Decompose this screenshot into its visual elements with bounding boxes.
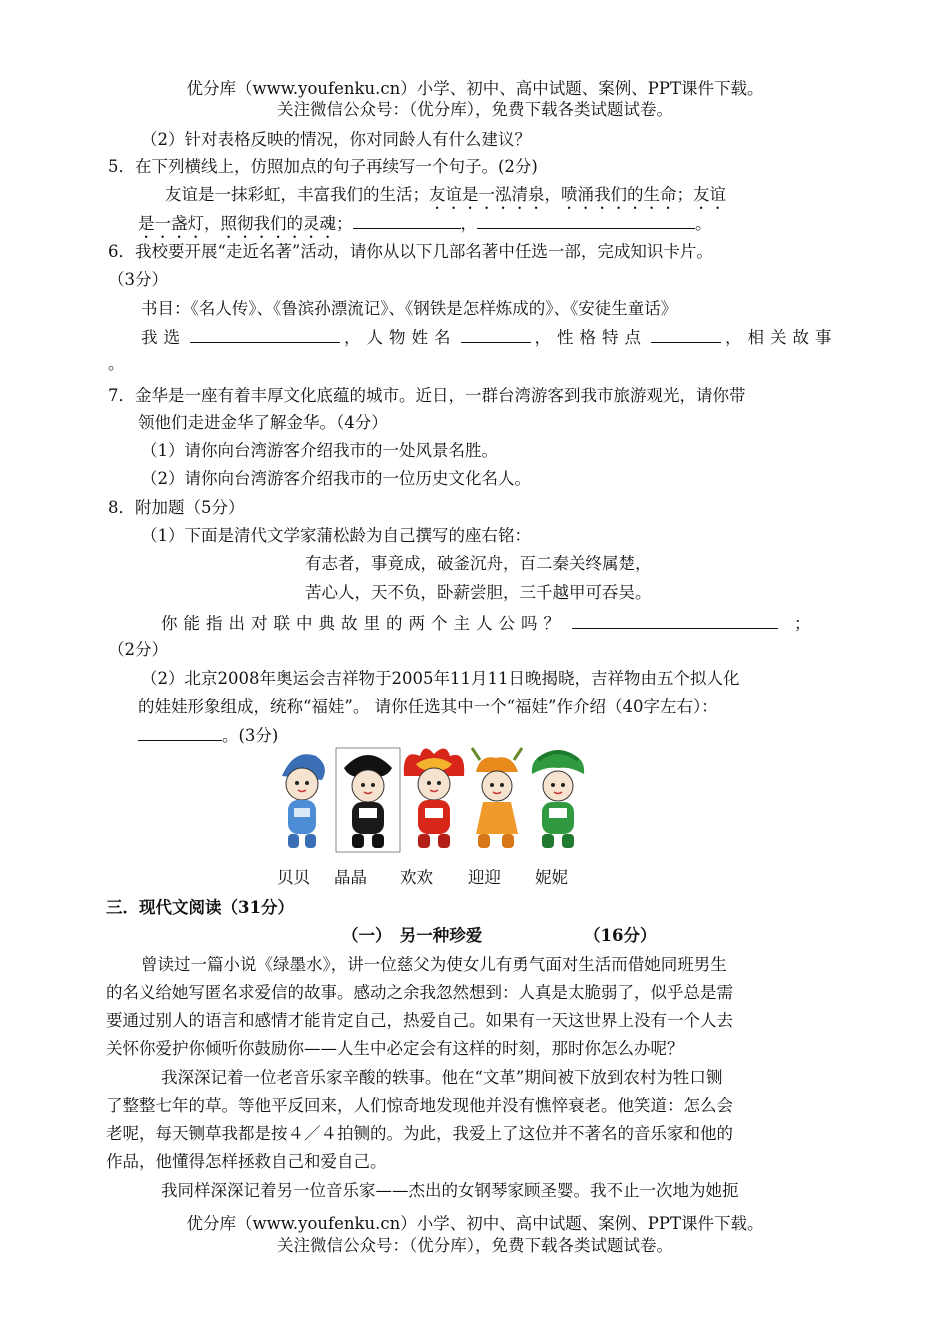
q8-ask-line: [161, 611, 817, 636]
q7-sub2: （2）请你向台湾游客介绍我市的一位历史文化名人。: [141, 469, 531, 488]
q6-person: ，人物姓名: [344, 328, 457, 347]
footer-line-1: 优分库（www.youfenku.cn）小学、初中、高中试题、案例、PPT课件下载。: [186, 1214, 764, 1233]
q6-stem: 6．我校要开展“走近名著”活动，请你从以下几部名著中任选一部，完成知识卡片。: [108, 242, 713, 261]
p2-line-4: 作品，他懂得怎样拯救自己和爱自己。: [106, 1152, 387, 1171]
q5-line-2: [138, 211, 712, 242]
q5-blank-2[interactable]: [477, 211, 695, 229]
q6-card: [141, 325, 838, 350]
q8-couplet-1: 有志者，事竟成，破釜沉舟，百二秦关终属楚，: [305, 554, 652, 573]
q8-sub2-line-1: （2）北京2008年奥运会吉祥物于2005年11月11日晚揭晓，吉祥物由五个拟人化: [141, 669, 740, 688]
q7-stem-1: 7．金华是一座有着丰厚文化底蕴的城市。近日，一群台湾游客到我市旅游观光，请你带: [108, 386, 746, 405]
huanhuan-figure: [404, 748, 464, 848]
footer-line-2: 关注微信公众号：（优分库），免费下载各类试题试卷。: [277, 1236, 673, 1255]
q6-blank-trait[interactable]: [651, 325, 721, 343]
p1-line-1: 曾读过一篇小说《绿墨水》，讲一位慈父为使女儿有勇气面对生活而借她同班男生: [141, 955, 727, 974]
beibei-figure: [282, 754, 325, 848]
q7-stem-2: 领他们走进金华了解金华。（4分）: [138, 413, 388, 432]
q6-trait: ，性格特点: [534, 328, 647, 347]
q6-books: 书目：《名人传》、《鲁滨孙漂流记》、《钢铁是怎样炼成的》、《安徒生童话》: [141, 299, 678, 318]
q8-sub2-answer: [138, 723, 278, 748]
mascot-name-huanhuan: 欢欢: [400, 868, 433, 887]
q8-sub2-line-2: 的娃娃形象组成，统称“福娃”。 请你任选其中一个“福娃”作介绍（40字左右）：: [138, 697, 718, 716]
nini-figure: [532, 752, 584, 848]
p2-line-2: 了整整七年的草。等他平反回来，人们惊奇地发现他并没有憔悴衰老。他笑道：怎么会: [106, 1096, 733, 1115]
q8-blank-ask[interactable]: [572, 611, 778, 629]
yingying-figure: [472, 748, 522, 848]
mascot-name-yingying: 迎迎: [468, 868, 501, 887]
q5-stem: 5．在下列横线上，仿照加点的句子再续写一个句子。(2分): [108, 157, 538, 176]
p2-line-3: 老呢，每天铡草我都是按４／４拍铡的。为此，我爱上了这位并不著名的音乐家和他的: [106, 1124, 733, 1143]
mascot-name-beibei: 贝贝: [277, 868, 310, 887]
header-line-2: 关注微信公众号：（优分库），免费下载各类试题试卷。: [277, 100, 673, 119]
q8-couplet-2: 苦心人，天不负，卧薪尝胆，三千越甲可吞吴。: [305, 583, 652, 602]
q6-story: ，相关故事: [725, 328, 838, 347]
q6-blank-person[interactable]: [461, 325, 531, 343]
q6-blank-book[interactable]: [190, 325, 340, 343]
p3-line-1: 我同样深深记着另一位音乐家——杰出的女钢琴家顾圣婴。我不止一次地为她扼: [161, 1181, 739, 1200]
q5-dotted-1: 友谊是一泓清泉，喷涌我们的生命；友谊: [429, 185, 726, 204]
q4-sub2: （2）针对表格反映的情况，你对同龄人有什么建议？: [141, 130, 531, 149]
p1-line-4: 关怀你爱护你倾听你鼓励你——人生中必定会有这样的时刻，那时你怎么办呢？: [106, 1039, 684, 1058]
q7-sub1: （1）请你向台湾游客介绍我市的一处风景名胜。: [141, 441, 498, 460]
q5-sep: ，: [460, 214, 477, 233]
mascot-name-jingjing: 晶晶: [334, 868, 367, 887]
p1-line-3: 要通过别人的语言和感情才能肯定自己，热爱自己。如果有一天这世界上没有一个人去: [106, 1011, 733, 1030]
q5-dotted-2: 是一盏灯，照彻我们的灵魂；: [138, 214, 353, 233]
q8-sub1: （1）下面是清代文学家蒲松龄为自己撰写的座右铭：: [141, 526, 531, 545]
p2-line-1: 我深深记着一位老音乐家辛酸的轶事。他在“文革”期间被下放到农村为牲口铡: [161, 1068, 723, 1087]
mascot-name-nini: 妮妮: [535, 868, 568, 887]
q6-points: （3分）: [108, 270, 168, 289]
passage1-points: （16分）: [584, 926, 657, 945]
q5-blank-1[interactable]: [353, 211, 461, 229]
p1-line-2: 的名义给她写匿名求爱信的故事。感动之余我忽然想到：人真是太脆弱了，似乎总是需: [106, 983, 733, 1002]
q5-end: 。: [695, 214, 712, 233]
section3-title: 三．现代文阅读（31分）: [106, 898, 294, 917]
q6-end: 。: [108, 354, 125, 373]
q6-choose: 我选: [141, 328, 186, 347]
q8-blank-fuwa[interactable]: [138, 723, 222, 741]
jingjing-figure: [336, 748, 400, 852]
q8-ask: 你能指出对联中典故里的两个主人公吗？: [161, 614, 566, 633]
q5-line-1: [165, 183, 726, 213]
q8-ask-end: ；: [794, 614, 817, 633]
q5-line1-pre: 友谊是一抹彩虹，丰富我们的生活；: [165, 185, 429, 204]
header-line-1: 优分库（www.youfenku.cn）小学、初中、高中试题、案例、PPT课件下载。: [186, 79, 764, 98]
q8-stem: 8．附加题（5分）: [108, 498, 245, 517]
fuwa-mascots-image: [274, 746, 590, 856]
q8-sub2-end: 。(3分): [222, 726, 279, 745]
q8-ask-points: （2分）: [108, 640, 168, 659]
passage1-title: （一） 另一种珍爱: [342, 926, 483, 945]
